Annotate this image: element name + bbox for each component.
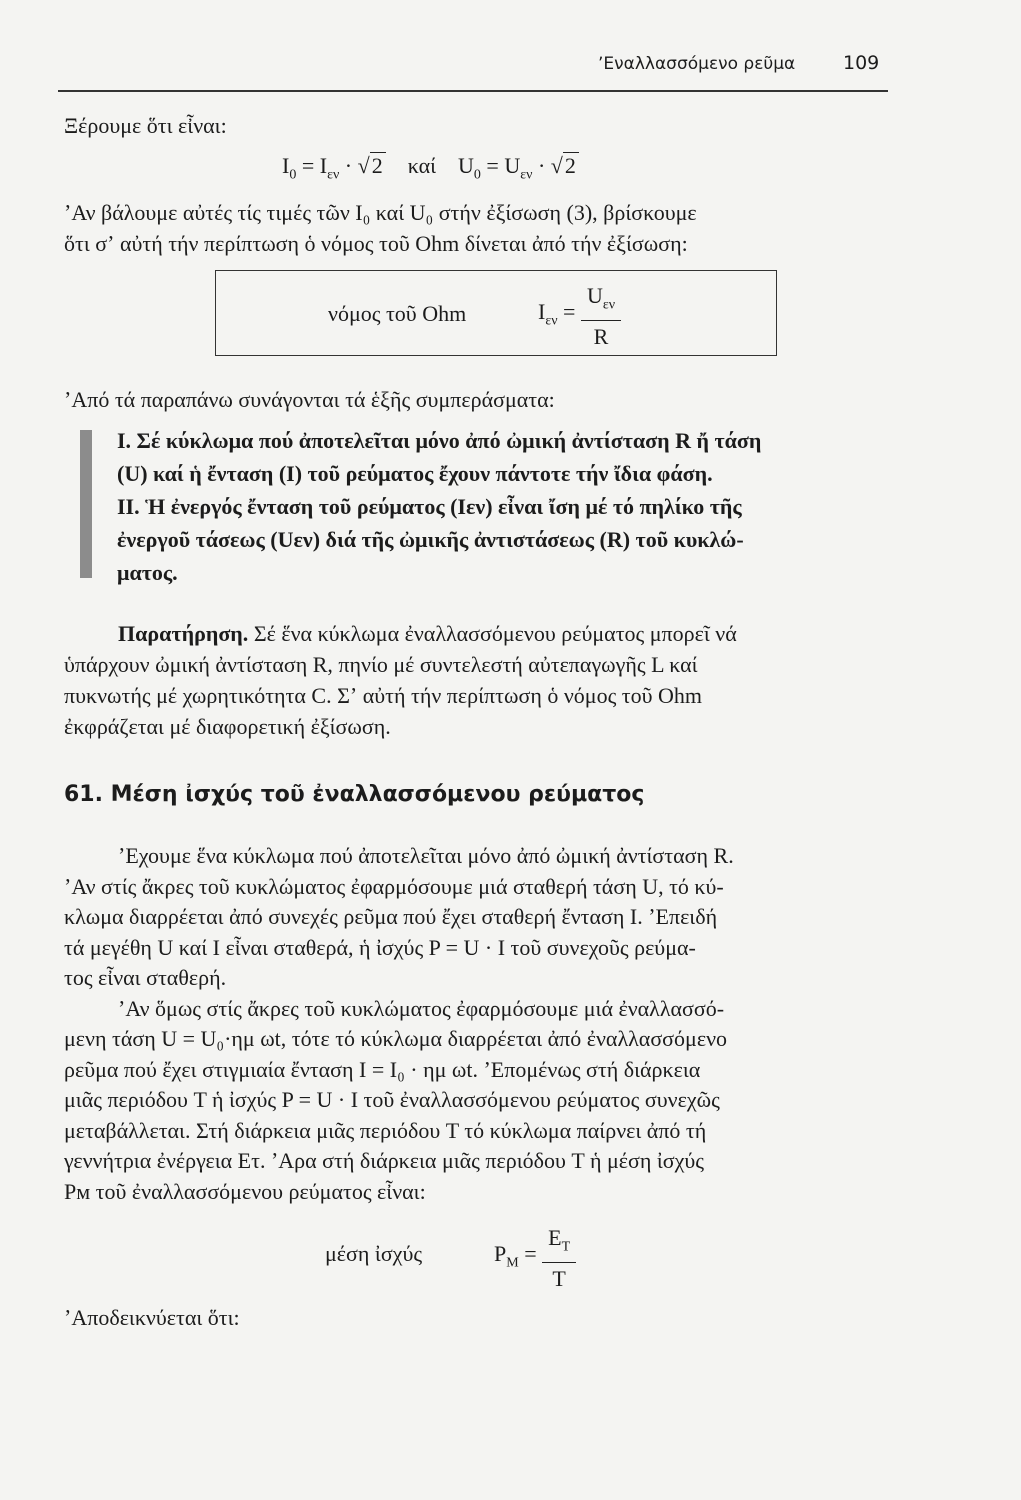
conclusion-line: ματος. <box>117 560 178 585</box>
mean-power-formula: $P_M$ = $\frac{E_T}{T}$ <box>494 1222 576 1294</box>
running-title: ʼΕναλλασσόμενο ρεῦμα <box>598 54 796 74</box>
intro-line: Ξέρουμε ὅτι εἶναι: <box>64 113 227 138</box>
conclusion-line: II. Ἡ ἐνεργός ἔνταση τοῦ ρεύματος (Iεν) εἶναι ἴση μέ τό πηλίκο τῆς <box>117 494 742 519</box>
section-heading: 61. Μέση ἰσχύς τοῦ ἐναλλασσόμενου ρεύματος <box>64 782 645 807</box>
final-line: ʼΑποδεικνύεται ὅτι: <box>64 1305 240 1330</box>
ohm-law-box <box>215 270 777 356</box>
conclusion-line: (U) καί ἡ ἔνταση (I) τοῦ ρεύματος ἔχουν πάντοτε τήν ἴδια φάση. <box>117 461 713 486</box>
header-rule <box>58 90 888 92</box>
note: Παρατήρηση. Σέ ἕνα κύκλωμα ἐναλλασσόμενου ρεύματος μπορεῖ νά ὑπάρχουν ὠμική ἀντίσταση R, πηνίο μέ συντελεστή αὐτεπαγωγῆς L καί πυκνωτής μέ χωρητικότητα C. Σʼ αὐτή τήν περίπτωση ὁ νόμος τοῦ Ohm ἐκφράζεται μέ διαφορετική ἐξίσωση. <box>64 621 737 739</box>
rms-equation: $I_0 = I_{\varepsilon\nu} \cdot √2$ καί $U_0 = U_{\varepsilon\nu} \cdot √2$ <box>282 150 579 190</box>
section-body: ʼΕχουμε ἕνα κύκλωμα πού ἀποτελεῖται μόνο ἀπό ὠμική ἀντίσταση R. ʼΑν στίς ἄκρες τοῦ κυκλώματος ἐφαρμόσουμε μιά σταθερή τάση U, τό κύ- κλωμα διαρρέεται ἀπό συνεχές ρεῦμα πού ἔχει σταθερή ἔνταση I. ʼΕπειδή τά μεγέθη U καί I εἶναι σταθερά, ἡ ἰσχύς P = U · I τοῦ συνεχοῦς ρεύμα- τος εἶναι σταθερή. ʼΑν ὅμως στίς ἄκρες τοῦ κυκλώματος ἐφαρμόσουμε μιά ἐναλλασσό- μενη τάση U = U₀·ημ ωt, τότε τό κύκλωμα διαρρέεται ἀπό ἐναλλασσόμενο ρεῦμα πού ἔχει στιγμιαία ἔνταση I = I₀ · ημ ωt. ʼΕπομένως στή διάρκεια μιᾶς περιόδου T ἡ ἰσχύς P = U · I τοῦ ἐναλλασσόμενου ρεύματος συνεχῶς μεταβάλλεται. Στή διάρκεια μιᾶς περιόδου T τό κύκλωμα παίρνει ἀπό τή γεννήτρια ἐνέργεια Eτ. ʼΑρα στή διάρκεια μιᾶς περιόδου T ἡ μέση ἰσχύς Pм τοῦ ἐναλλασσόμενου ρεύματος εἶναι: <box>64 843 734 1204</box>
conclusion-line: ἐνεργοῦ τάσεως (Uεν) διά τῆς ὠμικῆς ἀντιστάσεως (R) τοῦ κυκλώ- <box>117 527 744 552</box>
ohm-law-label: νόμος τοῦ Ohm <box>328 301 467 326</box>
side-bar <box>80 430 92 578</box>
conclusion-intro: ʼΑπό τά παραπάνω συνάγονται τά ἑξῆς συμπεράσματα: <box>64 387 555 412</box>
conclusions <box>117 424 887 589</box>
note-title: Παρατήρηση. <box>118 621 249 646</box>
mean-power-label: μέση ἰσχύς <box>325 1241 423 1266</box>
sqrt-symbol: √2 <box>551 150 579 181</box>
sqrt-symbol: √2 <box>358 150 386 181</box>
conclusion-line: I. Σέ κύκλωμα πού ἀποτελεῖται μόνο ἀπό ὠμική ἀντίσταση R ἤ τάση <box>117 428 762 453</box>
paragraph-1: ʼΑν βάλουμε αὐτές τίς τιμές τῶν I₀ καί U₀ στήν ἐξίσωση (3), βρίσκουμε ὅτι σʼ αὐτή τήν περίπτωση ὁ νόμος τοῦ Ohm δίνεται ἀπό τήν ἐξίσωση: <box>64 200 697 256</box>
ohm-law-formula: $I_{\varepsilon\nu}$ = $\frac{U_{\varepsilon\nu}}{R}$ <box>538 280 621 352</box>
page-number: 109 <box>843 52 880 74</box>
